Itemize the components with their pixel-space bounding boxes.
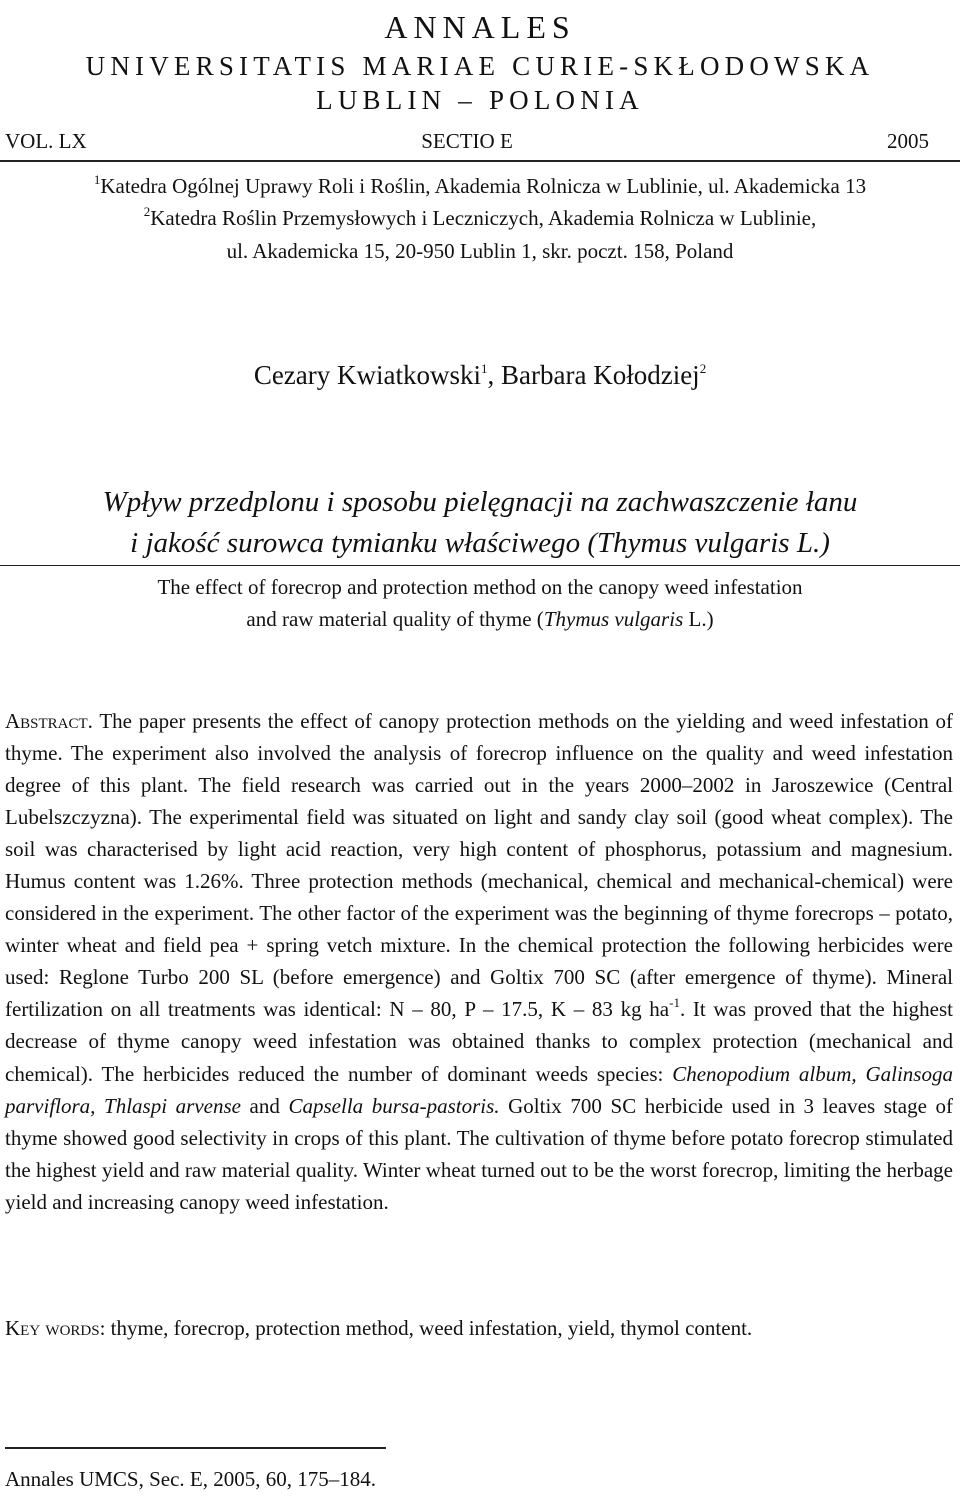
keywords [5,1312,953,1344]
affiliation-1 [0,172,960,200]
journal-title: ANNALES [384,9,576,45]
abstract-and: and [240,1093,289,1118]
footnote-divider [5,1447,386,1449]
title-divider [0,565,960,566]
section-label: SECTIO E [421,129,513,153]
affiliation-2-text: Katedra Roślin Przemysłowych i Leczniczych, Akademia Rolnicza w Lublinie, [150,206,817,230]
abstract-text-2: . It was proved that the highest decrease of thyme canopy weed infestation was obtained thanks to complex protection (mechanical and chemical). The herbicides reduced the number of dominant weeds species: [5,997,953,1086]
english-title-text: and raw material quality of thyme ( [246,607,544,631]
citation-footer: Annales UMCS, Sec. E, 2005, 60, 175–184. [5,1467,376,1491]
english-title-line-2 [0,605,960,633]
affiliation-1-text: Katedra Ogólnej Uprawy Roli i Roślin, Akademia Rolnicza w Lublinie, ul. Akademicka 13 [100,174,867,198]
polish-title-line-1: Wpływ przedplonu i sposobu pielęgnacji na zachwaszczenie łanu [102,486,858,518]
author-1: Cezary Kwiatkowski [253,360,482,390]
year-label: 2005 [887,129,929,153]
header-divider [0,160,960,162]
english-title-species: Thymus vulgaris [543,607,684,631]
polish-title-line-2: i jakość surowca tymianku właściwego (Thymus vulgaris L.) [130,527,830,559]
author-1-affiliation: 1 [481,361,488,376]
affiliation-2 [0,204,960,232]
affiliation-2-number: 2 [143,204,151,219]
abstract-text-1: The paper presents the effect of canopy protection methods on the yielding and weed infestation of thyme. The experiment also involved the analysis of forecrop influence on the quality and weed infestation degree of this plant. The field research was carried out in the years 2000–2002 in Jaroszewice (Central Lubelszczyzna). The experimental field was situated on light and sandy clay soil (good wheat complex). The soil was characterised by light acid reaction, very high content of phosphorus, potassium and magnesium. Humus content was 1.26%. Three protection methods (mechanical, chemical and mechanical-chemical) were considered in the experiment. The other factor of the experiment was the beginning of thyme forecrops – potato, winter wheat and field pea + spring vetch mixture. In the chemical protection the following herbicides were used: Reglone Turbo 200 SL (before emergence) and Goltix 700 SC (after emergence of thyme). Mineral fertilization on all treatments was identical: N – 80, P – 17.5, K – 83 kg ha [5,709,953,1022]
affiliation-1-number: 1 [93,172,101,187]
authors [0,358,960,392]
volume-label: VOL. LX [5,129,87,153]
unit-superscript: -1 [669,995,680,1011]
author-separator: , [487,360,502,390]
weed-species-last: Capsella bursa-pastoris. [288,1093,500,1118]
abstract [5,705,953,1218]
english-title-line-1: The effect of forecrop and protection method on the canopy weed infestation [157,575,803,599]
author-2: Barbara Kołodziej [501,360,700,390]
volume-row [5,127,929,155]
abstract-text-3: Goltix 700 SC herbicide used in 3 leaves stage of thyme showed good selectivity in crops of this plant. The cultivation of thyme before potato forecrop stimulated the highest yield and raw material quality. Winter wheat turned out to be the worst forecrop, limiting the herbage yield and increasing canopy weed infestation. [5,1093,953,1214]
university-name: UNIVERSITATIS MARIAE CURIE-SKŁODOWSKA [85,51,875,81]
keywords-label: Key words: [5,1316,106,1340]
city-line: LUBLIN – POLONIA [316,85,644,115]
english-title-author: L.) [683,607,714,631]
weed-species-list: Chenopodium album, Galinsoga parviflora, Thlaspi arvense [5,1061,953,1118]
affiliation-2-continued: ul. Akademicka 15, 20-950 Lublin 1, skr. poczt. 158, Poland [226,239,734,263]
abstract-label: Abstract. [5,709,93,733]
author-2-affiliation: 2 [699,361,707,376]
keywords-text: thyme, forecrop, protection method, weed infestation, yield, thymol content. [105,1316,753,1340]
